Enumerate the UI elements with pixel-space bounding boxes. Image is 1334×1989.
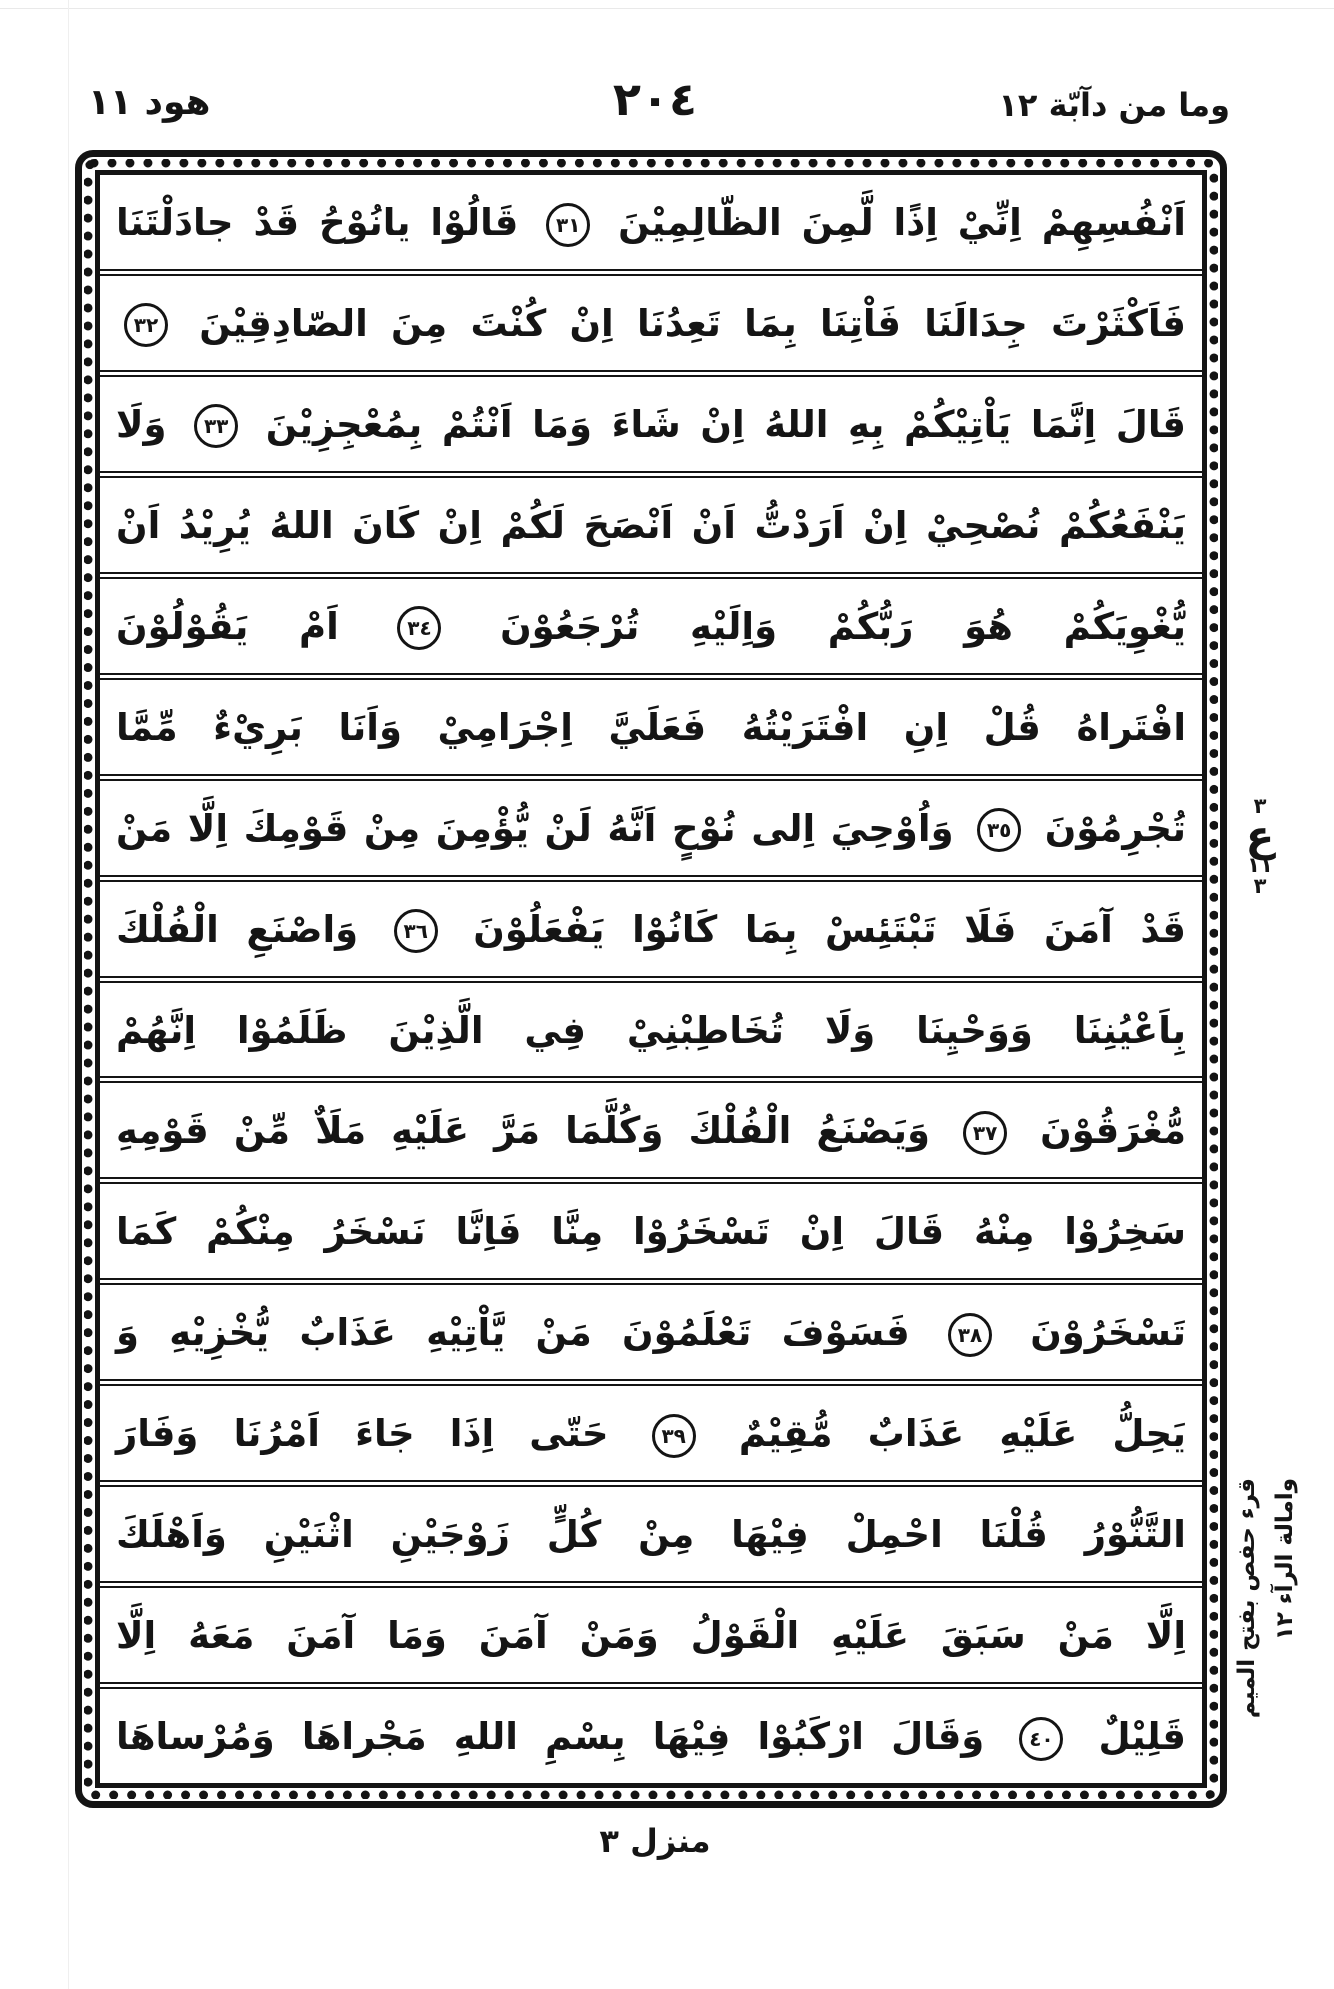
ayah-number-badge: ٣٥ xyxy=(977,808,1021,852)
quran-line: افْتَراهُ قُلْ اِنِ افْتَرَيْتُهُ فَعَلَيَّ اِجْرَامِيْ وَاَنَا بَرِيْءٌ مِّمَّا xyxy=(100,673,1202,774)
quran-line: يَحِلُّ عَلَيْهِ عَذَابٌ مُّقِيْمٌ ٣٩ حَتّى اِذَا جَاءَ اَمْرُنَا وَفَارَ xyxy=(100,1379,1202,1480)
quran-line: قَدْ آمَنَ فَلَا تَبْتَئِسْ بِمَا كَانُوْا يَفْعَلُوْنَ ٣٦ وَاصْنَعِ الْفُلْكَ xyxy=(100,875,1202,976)
quran-line: اَنْفُسِهِمْ اِنِّيْ اِذًا لَّمِنَ الظّالِمِيْنَ ٣١ قَالُوْا يانُوْحُ قَدْ جادَلْتَنَا xyxy=(100,175,1202,269)
text-block xyxy=(95,170,1207,1788)
quran-line: التَّنُّوْرُ قُلْنَا احْمِلْ فِيْهَا مِنْ كُلٍّ زَوْجَيْنِ اثْنَيْنِ وَاَهْلَكَ xyxy=(100,1480,1202,1581)
quran-line: فَاَكْثَرْتَ جِدَالَنَا فَاْتِنَا بِمَا تَعِدُنَا اِنْ كُنْتَ مِنَ الصّادِقِيْنَ ٣٢ xyxy=(100,269,1202,370)
quran-line: تُجْرِمُوْنَ ٣٥ وَاُوْحِيَ اِلى نُوْحٍ اَنَّهُ لَنْ يُّؤْمِنَ مِنْ قَوْمِكَ اِلَّا مَنْ xyxy=(100,774,1202,875)
ruku-number-top: ٣ xyxy=(1253,794,1267,818)
qiraat-note-line: قرء حفص بفتح الميم xyxy=(1234,1478,1260,1719)
scan-line-horizontal xyxy=(0,8,1334,9)
quran-line: قَلِيْلٌ ٤٠ وَقَالَ ارْكَبُوْا فِيْهَا بِسْمِ اللهِ مَجْراهَا وَمُرْساهَا xyxy=(100,1682,1202,1783)
quran-line: يُّغْوِيَكُمْ هُوَ رَبُّكُمْ وَاِلَيْهِ تُرْجَعُوْنَ ٣٤ اَمْ يَقُوْلُوْنَ xyxy=(100,572,1202,673)
quran-line: مُّغْرَقُوْنَ ٣٧ وَيَصْنَعُ الْفُلْكَ وَكُلَّمَا مَرَّ عَلَيْهِ مَلَاٌ مِّنْ قَوْمِهِ xyxy=(100,1076,1202,1177)
ayah-number-badge: ٣٨ xyxy=(948,1313,992,1357)
quran-line: سَخِرُوْا مِنْهُ قَالَ اِنْ تَسْخَرُوْا مِنَّا فَاِنَّا نَسْخَرُ مِنْكُمْ كَمَا xyxy=(100,1177,1202,1278)
frame-bead-border xyxy=(84,159,1218,1799)
ayah-number-badge: ٣١ xyxy=(546,203,590,247)
manzil-footer: منزل ٣ xyxy=(599,1822,711,1860)
juz-title: وما من دآبّة ١٢ xyxy=(998,86,1230,124)
ayah-number-badge: ٣٩ xyxy=(652,1414,696,1458)
page-header xyxy=(0,72,1334,142)
quran-line: يَنْفَعُكُمْ نُصْحِيْ اِنْ اَرَدْتُّ اَنْ اَنْصَحَ لَكُمْ اِنْ كَانَ اللهُ يُرِيْدُ اَنْ xyxy=(100,471,1202,572)
ayah-number-badge: ٣٢ xyxy=(124,303,168,347)
scan-line-vertical xyxy=(68,0,69,1989)
ruku-number-bottom: ٣ xyxy=(1253,874,1267,898)
ruku-ain-symbol: ع xyxy=(1245,811,1275,860)
decorative-frame xyxy=(75,150,1227,1808)
page-number: ٢٠٤ xyxy=(612,72,698,126)
ayah-number-badge: ٤٠ xyxy=(1019,1717,1063,1761)
ruku-ayat-count: ١١ xyxy=(1247,853,1273,877)
quran-line: قَالَ اِنَّمَا يَاْتِيْكُمْ بِهِ اللهُ اِنْ شَاءَ وَمَا اَنْتُمْ بِمُعْجِزِيْنَ ٣٣ وَلَا xyxy=(100,370,1202,471)
surah-title: هود ١١ xyxy=(88,82,211,123)
ayah-number-badge: ٣٧ xyxy=(963,1111,1007,1155)
ayah-number-badge: ٣٤ xyxy=(397,606,441,650)
quran-line: اِلَّا مَنْ سَبَقَ عَلَيْهِ الْقَوْلُ وَمَنْ آمَنَ وَمَا آمَنَ مَعَهُ اِلَّا xyxy=(100,1581,1202,1682)
ruku-marker xyxy=(1232,796,1288,897)
quran-line: بِاَعْيُنِنَا وَوَحْيِنَا وَلَا تُخَاطِبْنِيْ فِي الَّذِيْنَ ظَلَمُوْا اِنَّهُمْ xyxy=(100,976,1202,1077)
quran-line: تَسْخَرُوْنَ ٣٨ فَسَوْفَ تَعْلَمُوْنَ مَنْ يَّاْتِيْهِ عَذَابٌ يُّخْزِيْهِ وَ xyxy=(100,1278,1202,1379)
ayah-number-badge: ٣٦ xyxy=(394,909,438,953)
ayah-number-badge: ٣٣ xyxy=(194,404,238,448)
qiraat-margin-note xyxy=(1228,1478,1306,1928)
qiraat-note-line: وامالة الرآء ١٢ xyxy=(1272,1478,1298,1641)
